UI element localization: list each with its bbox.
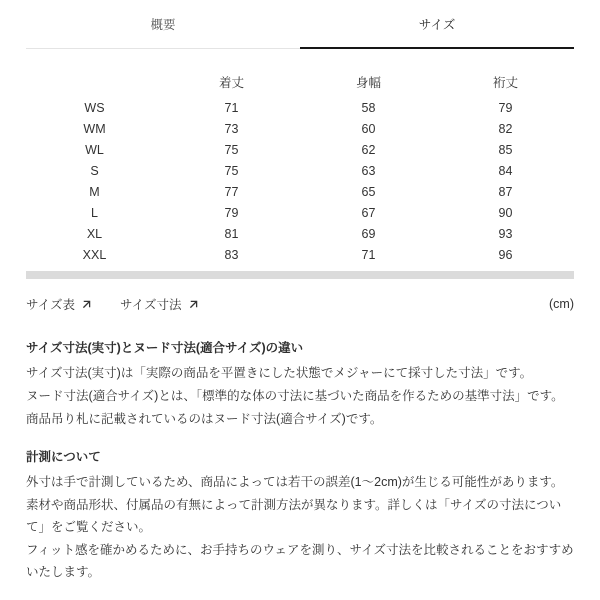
sleeve-value: 93 bbox=[498, 226, 513, 241]
width-value: 67 bbox=[361, 205, 376, 220]
table-row bbox=[26, 181, 574, 202]
length-value: 83 bbox=[224, 247, 239, 262]
tab-bar bbox=[26, 16, 574, 49]
horizontal-scrollbar[interactable] bbox=[26, 271, 574, 279]
section-paragraph: ヌード寸法(適合サイズ)とは、「標準的な体の寸法に基づいた商品を作るための基準寸法」です。 bbox=[26, 389, 564, 403]
width-value: 65 bbox=[361, 184, 376, 199]
width-value: 62 bbox=[361, 142, 376, 157]
width-value: 60 bbox=[361, 121, 376, 136]
length-column-header: 着丈 bbox=[218, 76, 244, 90]
size-label: XL bbox=[86, 226, 103, 241]
sleeve-value: 87 bbox=[498, 184, 513, 199]
section-heading: サイズ寸法(実寸)とヌード寸法(適合サイズ)の違い bbox=[26, 341, 304, 355]
length-value: 71 bbox=[224, 100, 239, 115]
table-row bbox=[26, 118, 574, 139]
size-label: S bbox=[90, 163, 99, 178]
size-label: WM bbox=[83, 121, 106, 136]
section-paragraph: サイズ寸法(実寸)は「実際の商品を平置きにした状態でメジャーにて採寸した寸法」です。 bbox=[26, 366, 533, 380]
size-table bbox=[26, 73, 574, 265]
external-link-arrow-icon bbox=[81, 299, 92, 310]
sleeve-value: 96 bbox=[498, 247, 513, 262]
size-label: WL bbox=[85, 142, 104, 157]
links-row bbox=[26, 295, 574, 313]
length-value: 75 bbox=[224, 163, 239, 178]
sleeve-value: 79 bbox=[498, 100, 513, 115]
width-value: 69 bbox=[361, 226, 376, 241]
section-paragraph: 外寸は手で計測しているため、商品によっては若干の誤差(1〜2cm)が生じる可能性があります。 bbox=[26, 475, 564, 489]
width-column-header: 身幅 bbox=[355, 76, 381, 90]
tab-size[interactable]: サイズ bbox=[300, 16, 574, 49]
external-link-arrow-icon bbox=[188, 299, 199, 310]
size-label: L bbox=[91, 205, 98, 220]
size-label: XXL bbox=[82, 247, 107, 262]
size-dimensions-link-label: サイズ寸法 bbox=[120, 298, 182, 312]
size-table-header-row bbox=[26, 73, 574, 97]
tab-overview[interactable]: 概要 bbox=[26, 16, 300, 49]
width-value: 63 bbox=[361, 163, 376, 178]
size-chart-link[interactable] bbox=[26, 295, 92, 313]
width-value: 58 bbox=[361, 100, 376, 115]
sleeve-value: 85 bbox=[498, 142, 513, 157]
sleeve-value: 84 bbox=[498, 163, 513, 178]
section-paragraph: 素材や商品形状、付属品の有無によって計測方法が異なります。詳しくは「サイズの寸法について」をご覧ください。 bbox=[26, 498, 562, 534]
sleeve-column-header: 裄丈 bbox=[492, 76, 518, 90]
size-column-header bbox=[26, 73, 163, 97]
section-paragraph: 商品吊り札に記載されているのはヌード寸法(適合サイズ)です。 bbox=[26, 412, 383, 426]
section-paragraph: フィット感を確かめるために、お手持ちのウェアを測り、サイズ寸法を比較されることをおすすめいたします。 bbox=[26, 543, 574, 579]
size-label: WS bbox=[84, 100, 105, 115]
size-dimensions-link[interactable] bbox=[120, 295, 199, 313]
width-value: 71 bbox=[361, 247, 376, 262]
size-chart-link-label: サイズ表 bbox=[26, 298, 76, 312]
section-size-vs-nude bbox=[26, 337, 574, 430]
unit-label: (cm) bbox=[549, 297, 574, 311]
table-row bbox=[26, 97, 574, 118]
table-row bbox=[26, 139, 574, 160]
table-row bbox=[26, 244, 574, 265]
length-value: 73 bbox=[224, 121, 239, 136]
table-row bbox=[26, 202, 574, 223]
table-row bbox=[26, 223, 574, 244]
sleeve-value: 90 bbox=[498, 205, 513, 220]
section-heading: 計測について bbox=[26, 450, 101, 464]
length-value: 79 bbox=[224, 205, 239, 220]
table-row bbox=[26, 160, 574, 181]
size-label: M bbox=[89, 184, 100, 199]
length-value: 81 bbox=[224, 226, 239, 241]
length-value: 75 bbox=[224, 142, 239, 157]
section-measurement bbox=[26, 446, 574, 583]
sleeve-value: 82 bbox=[498, 121, 513, 136]
length-value: 77 bbox=[224, 184, 239, 199]
